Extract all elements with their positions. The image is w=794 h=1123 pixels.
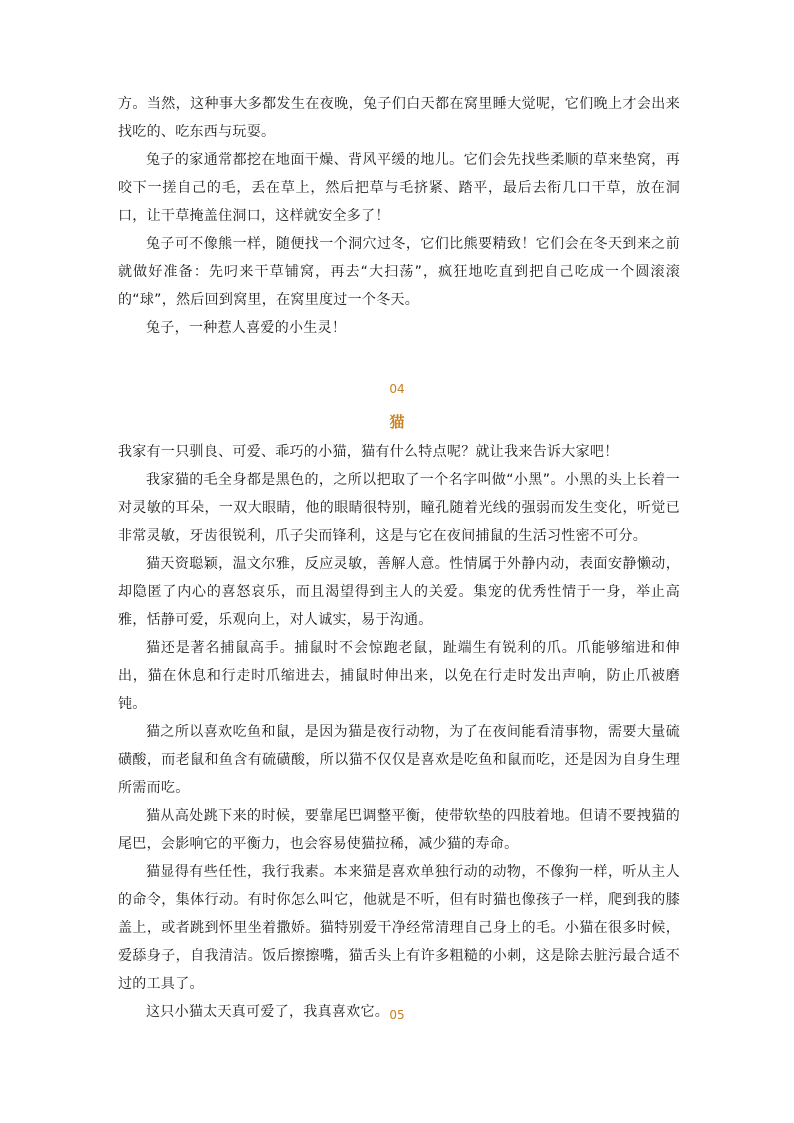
paragraph: 兔子可不像熊一样，随便找一个洞穴过冬，它们比熊要精致！它们会在冬天到来之前就做好准备：先叼来干草铺窝，再去“大扫荡”，疯狂地吃直到把自己吃成一个圆滚滚的“球”，然后回到窝里，在窝里度过一个冬天。 <box>118 236 680 308</box>
paragraph: 兔子，一种惹人喜爱的小生灵！ <box>146 320 347 336</box>
rabbit-section-text <box>118 90 680 342</box>
section-title: 猫 <box>389 413 405 431</box>
paragraph: 猫显得有些任性，我行我素。本来猫是喜欢单独行动的动物，不像狗一样，听从主人的命令，集体行动。有时你怎么叫它，他就是不听，但有时猫也像孩子一样，爬到我的膝盖上，或者跳到怀里坐着撒娇。猫特别爱干净经常清理自己身上的毛。小猫在很多时候，爱舔身子，自我清洁。饭后擦擦嘴，猫舌头上有许多粗糙的小刺，这是除去脏污最合适不过的工具了。 <box>118 864 680 992</box>
paragraph: 这只小猫太天真可爱了，我真喜欢它。 <box>146 1004 390 1020</box>
page-number: 05 <box>389 1008 405 1022</box>
paragraph: 我家有一只驯良、可爱、乖巧的小猫，猫有什么特点呢？就让我来告诉大家吧！ <box>118 444 619 460</box>
paragraph: 猫天资聪颖，温文尔雅，反应灵敏，善解人意。性情属于外静内动，表面安静懒动，却隐匿了内心的喜怒哀乐，而且渴望得到主人的关爱。集宠的优秀性情于一身，举止高雅，恬静可爱，乐观向上，对人诚实，易于沟通。 <box>118 556 680 628</box>
section-number: 04 <box>389 382 405 396</box>
paragraph: 猫还是著名捕鼠高手。捕鼠时不会惊跑老鼠，趾端生有锐利的爪。爪能够缩进和伸出，猫在休息和行走时爪缩进去，捕鼠时伸出来，以免在行走时发出声响，防止爪被磨钝。 <box>118 640 680 712</box>
paragraph: 兔子的家通常都挖在地面干燥、背风平缓的地儿。它们会先找些柔顺的草来垫窝，再咬下一搓自己的毛，丢在草上，然后把草与毛挤紧、踏平，最后去衔几口干草，放在洞口，让干草掩盖住洞口，这样就安全多了！ <box>118 152 680 224</box>
paragraph: 猫之所以喜欢吃鱼和鼠，是因为猫是夜行动物，为了在夜间能看清事物，需要大量硫磺酸，而老鼠和鱼含有硫磺酸，所以猫不仅仅是喜欢是吃鱼和鼠而吃，还是因为自身生理所需而吃。 <box>118 724 680 796</box>
paragraph: 猫从高处跳下来的时候，要靠尾巴调整平衡，使带软垫的四肢着地。但请不要拽猫的尾巴，会影响它的平衡力，也会容易使猫拉稀，减少猫的寿命。 <box>118 808 680 852</box>
paragraph: 方。当然，这种事大多都发生在夜晚，兔子们白天都在窝里睡大觉呢，它们晚上才会出来找吃的、吃东西与玩耍。 <box>118 96 680 140</box>
cat-section-text <box>118 438 680 1026</box>
paragraph: 我家猫的毛全身都是黑色的，之所以把取了一个名字叫做“小黑”。小黑的头上长着一对灵敏的耳朵，一双大眼睛，他的眼睛很特别，瞳孔随着光线的强弱而发生变化，听觉已非常灵敏，牙齿很锐利，爪子尖而锋利，这是与它在夜间捕鼠的生活习性密不可分。 <box>118 472 680 544</box>
